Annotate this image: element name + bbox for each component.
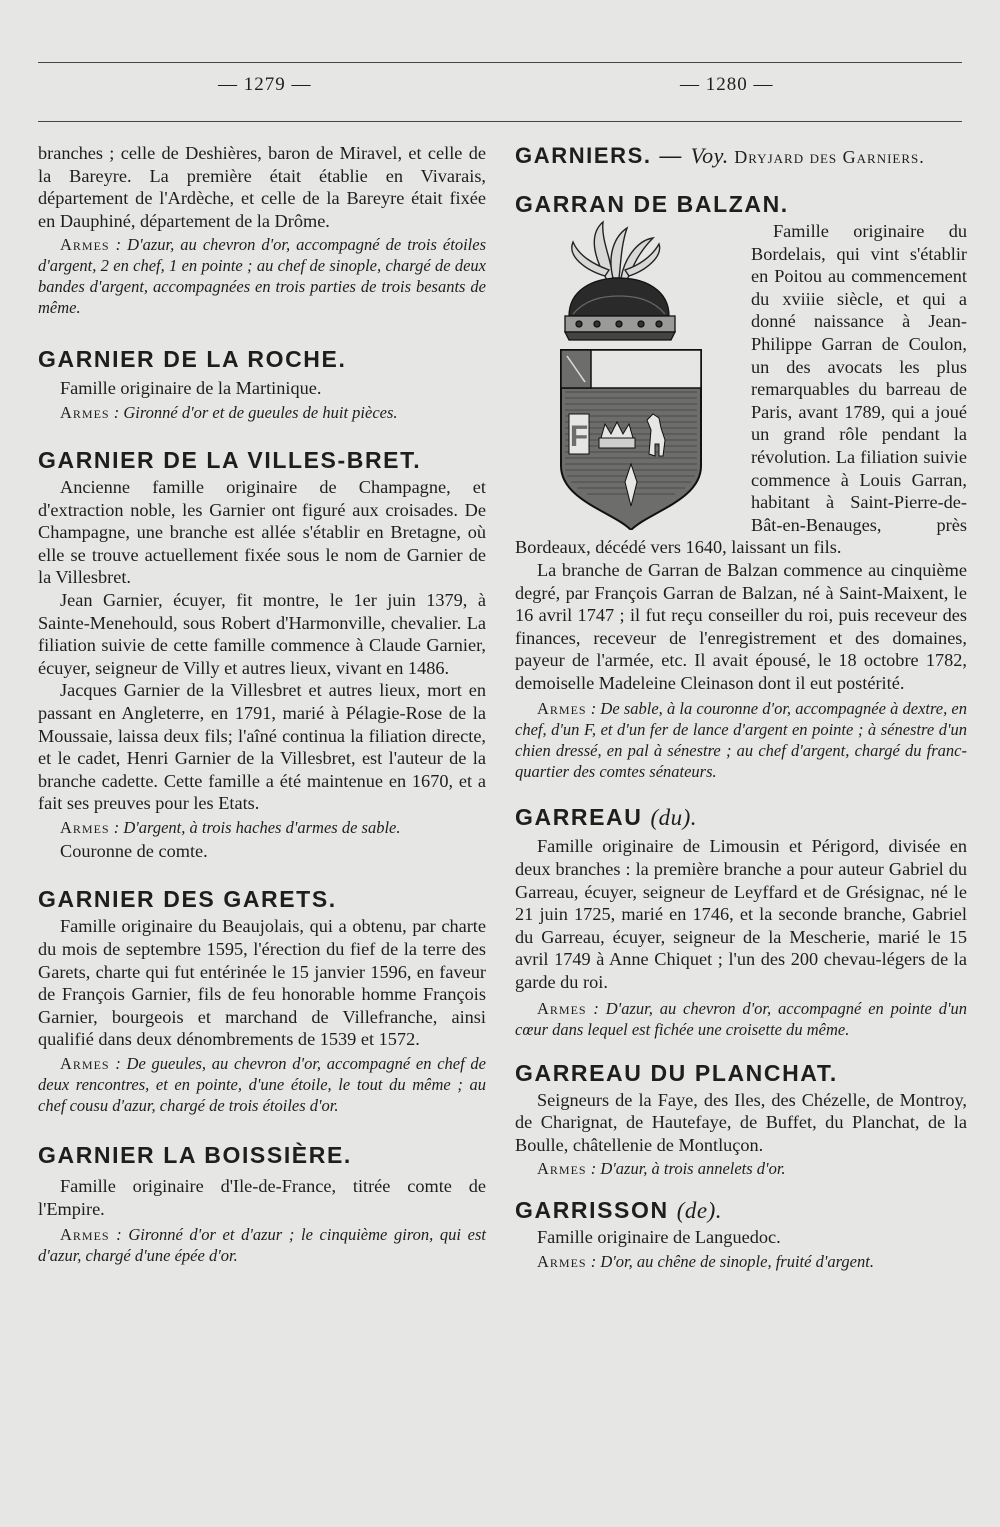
roche-paragraph: Famille originaire de la Martinique.	[60, 378, 322, 399]
garnier-la-boissiere-heading: GARNIER LA BOISSIÈRE.	[38, 1142, 352, 1169]
garnier-villesbret-heading: GARNIER DE LA VILLES-BRET.	[38, 446, 422, 473]
planchat-paragraph: Seigneurs de la Faye, des Iles, des Chézelle, de Montroy, de Charignat, de Hautefaye, de Buffet, du Planchat, de la Boulle, châtellenie de Montluçon.	[515, 1089, 967, 1155]
garreau-paragraph: Famille originaire de Limousin et Périgord, divisée en deux branches : la première branche a pour auteur Gabriel du Garreau, écuyer, seigneur de Leyffard et de Grésignac, né le 21 juin 1725, marié en 1746, et la seconde branche, Gabriel du Garreau, écuyer, seigneur de la Mescherie, marié le 15 avril 1749 à Anne Chiquet ; l'un des 200 chevau-légers de la garde du roi.	[515, 836, 967, 993]
right-column	[515, 142, 967, 1272]
balzan-arms: Armes : De sable, à la couronne d'or, accompagnée à dextre, en chef, d'un F, et d'un fer de lance d'argent en pointe ; à sénestre d'un chien dressé, en pal à sénestre ; au chef d'argent, chargé du franc-quartier des comtes sénateurs.	[515, 699, 967, 782]
villesbret-paragraph-3: Jacques Garnier de la Villesbret et autres lieux, mort en passant en Angleterre, en 1791, marié à Pélagie-Rose de la Moussaie, laissa deux fils; l'aîné continua la filiation directe, et le cadet, Henri Garnier de la Villesbret, est l'auteur de la branche cadette. Cette famille a été maintenue en 1670, et a fait ses preuves pour les Etats.	[38, 680, 486, 814]
garets-arms: Armes : De gueules, au chevron d'or, accompagné en chef de deux rencontres, et en pointe, d'une étoile, le tout du même ; au chef cousu d'azur, chargé de trois étoiles d'or.	[38, 1054, 486, 1116]
garniers-heading: GARNIERS. — Voy. Dryjard des Garniers.	[515, 143, 925, 168]
garrisson-paragraph: Famille originaire de Languedoc.	[537, 1227, 781, 1248]
coat-of-arms-image	[531, 216, 743, 530]
crest-svg	[531, 216, 743, 530]
garets-paragraph: Famille originaire du Beaujolais, qui a obtenu, par charte du mois de septembre 1595, l'érection du fief de la terre des Garets, charte qui fut entérinée le 15 janvier 1596, en faveur de François Garnier, fils de feu honorable homme François Garnier, bourgeois et marchand de Villefranche, ainsi qualifié dans deux dénombrements de 1539 et 1572.	[38, 916, 486, 1050]
garrisson-heading: GARRISSON (de).	[515, 1197, 722, 1224]
garrisson-arms: Armes : D'or, au chêne de sinople, fruité d'argent.	[537, 1252, 874, 1271]
garreau-arms: Armes : D'azur, au chevron d'or, accompagné en pointe d'un cœur dans lequel est fichée une croisette du même.	[515, 998, 967, 1039]
villesbret-crown: Couronne de comte.	[60, 840, 208, 861]
crown-icon	[565, 278, 675, 340]
crest-letter: F	[569, 420, 589, 453]
boissiere-paragraph: Famille originaire d'Ile-de-France, titrée comte de l'Empire.	[38, 1176, 486, 1219]
intro-arms: Armes : D'azur, au chevron d'or, accompagné de trois étoiles d'argent, 2 en chef, 1 en pointe ; au chef de sinople, chargé de deux bandes d'argent, accompagnées en trois parties de trois besants de même.	[38, 235, 486, 318]
header-rule	[38, 121, 962, 122]
shield-icon	[561, 350, 701, 530]
right-page-number: — 1280 —	[680, 74, 774, 95]
top-rule	[38, 62, 962, 63]
boissiere-arms: Armes : Gironné d'or et d'azur ; le cinquième giron, qui est d'azur, chargé d'une épée d'or.	[38, 1225, 486, 1266]
garnier-de-la-roche-heading: GARNIER DE LA ROCHE.	[38, 346, 347, 373]
garnier-des-garets-heading: GARNIER DES GARETS.	[38, 886, 337, 913]
villesbret-paragraph-2: Jean Garnier, écuyer, fit montre, le 1er juin 1379, à Sainte-Menehould, sous Robert d'Harmonville, chevalier. La filiation suivie de cette famille commence à Claude Garnier, écuyer, seigneur de Villy et autres lieux, vivant en 1486.	[38, 589, 486, 678]
garreau-heading: GARREAU (du).	[515, 804, 698, 831]
villesbret-arms: Armes : D'argent, à trois haches d'armes de sable.	[60, 817, 401, 837]
plume-icon	[572, 222, 660, 280]
villesbret-paragraph-1: Ancienne famille originaire de Champagne, et d'extraction noble, les Garnier ont figuré aux croisades. De Champagne, une branche est allée s'établir en Bretagne, où elle se trouve actuellement fixée sous le nom de Garnier de la Villesbret.	[38, 476, 486, 588]
left-page-number: — 1279 —	[218, 74, 312, 95]
balzan-paragraph-2: La branche de Garran de Balzan commence au cinquième degré, par François Garran de Balzan, né à Saint-Maixent, le 16 avril 1747 ; il fut reçu conseiller du roi, puis receveur des finances, receveur de l'enregistrement et des domaines, payeur de l'armée, etc. Il avait épousé, le 18 octobre 1782, demoiselle Madeleine Cleinason dont il eut postérité.	[515, 559, 967, 693]
roche-arms: Armes : Gironné d'or et de gueules de huit pièces.	[60, 402, 398, 422]
garreau-du-planchat-heading: GARREAU DU PLANCHAT.	[515, 1059, 838, 1086]
balzan-paragraph-1: Famille originaire du Bordelais, qui vint s'établir en Poitou au commencement du xviiie siècle, et qui a donné naissance à Jean-Philippe Garran de Coulon, un des avocats les plus remarquables du barreau de Paris, avant 1789, qui a joué un grand rôle pendant la révolution. La filiation suivie commence à Louis Garran, habitant à Saint-Pierre-de-Bât-en-Benauges, près Bordeaux, décédé vers 1640, laissant un fils.	[515, 221, 967, 558]
garran-de-balzan-heading: GARRAN DE BALZAN.	[515, 191, 789, 217]
planchat-arms: Armes : D'azur, à trois annelets d'or.	[537, 1159, 786, 1179]
intro-paragraph: branches ; celle de Deshières, baron de Miravel, et celle de la Bareyre. La première était établie en Vivarais, département de l'Ardèche, et celle de la Bareyre était fixée en Dauphiné, département de la Drôme.	[38, 143, 486, 231]
left-column	[38, 142, 486, 1266]
